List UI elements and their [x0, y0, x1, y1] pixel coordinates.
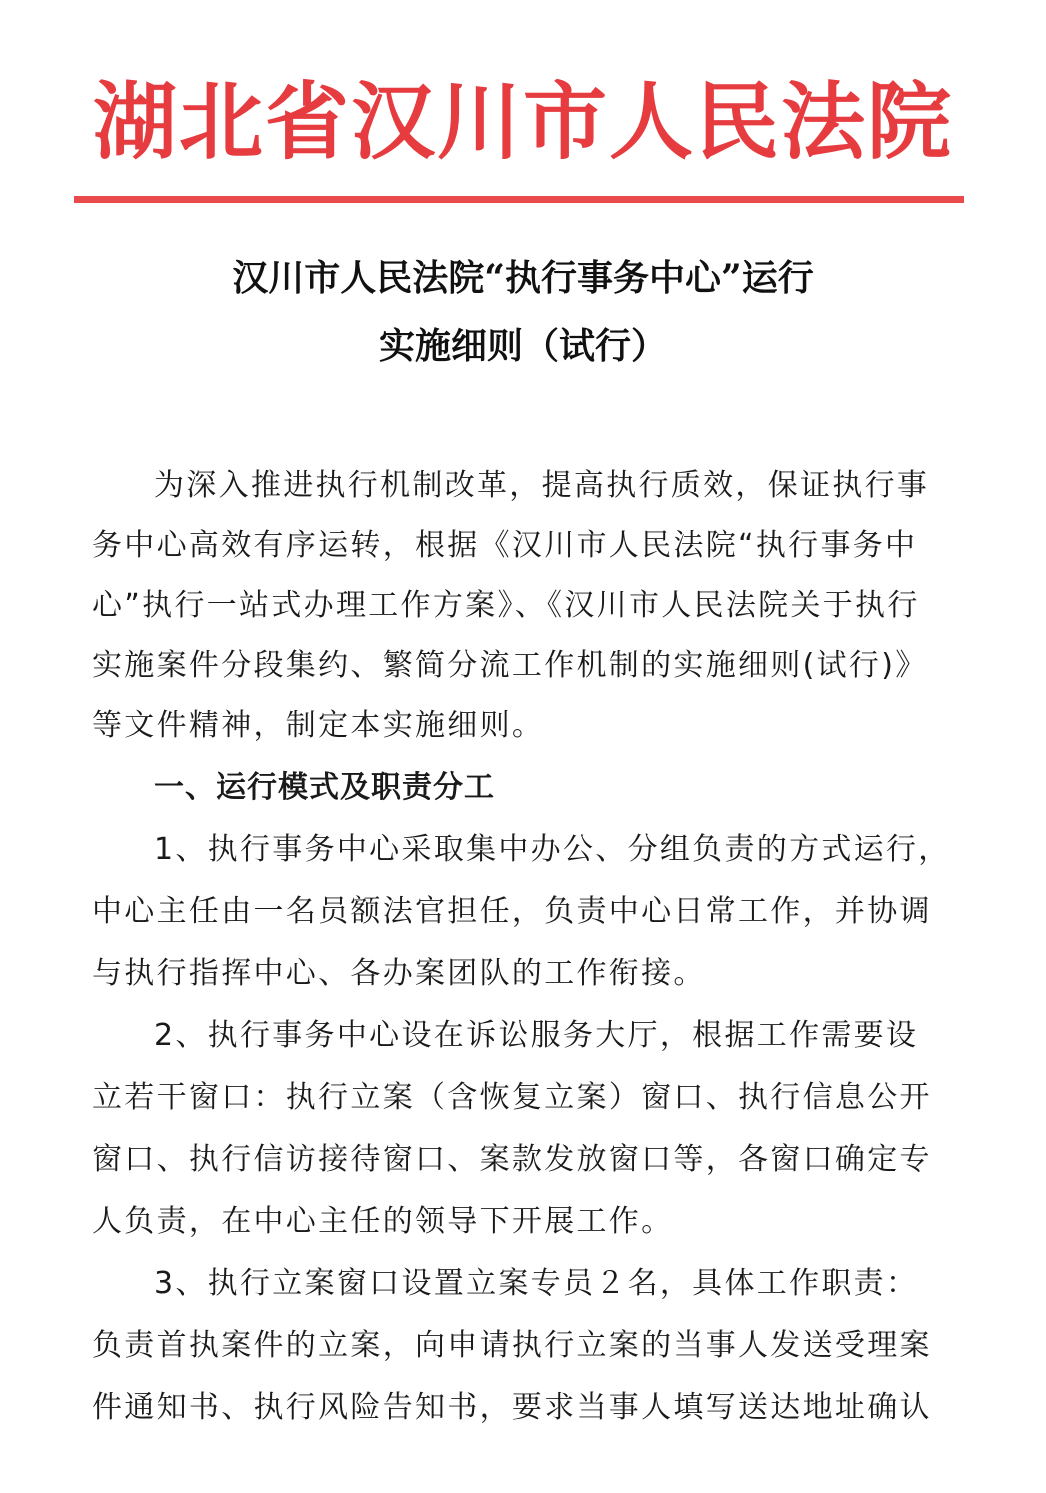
section-heading: 一、运行模式及职责分工	[154, 770, 495, 805]
body-line: 等文件精神，制定本实施细则。	[92, 708, 545, 743]
body-line: 3、执行立案窗口设置立案专员２名，具体工作职责：	[154, 1266, 919, 1301]
body-line: 1、执行事务中心采取集中办公、分组负责的方式运行，	[154, 832, 951, 867]
body-line: 中心主任由一名员额法官担任，负责中心日常工作，并协调	[92, 894, 932, 929]
body-line: 心”执行一站式办理工作方案》、《汉川市人民法院关于执行	[92, 588, 920, 623]
body-line: 窗口、执行信访接待窗口、案款发放窗口等，各窗口确定专	[92, 1142, 932, 1177]
body-line: 务中心高效有序运转，根据《汉川市人民法院“执行事务中	[92, 528, 918, 563]
body-line: 立若干窗口：执行立案（含恢复立案）窗口、执行信息公开	[92, 1080, 932, 1115]
body-line: 负责首执案件的立案，向申请执行立案的当事人发送受理案	[92, 1328, 932, 1363]
document-title-line-2: 实施细则（试行）	[378, 325, 667, 367]
body-line: 实施案件分段集约、繁简分流工作机制的实施细则(试行)》	[92, 648, 928, 683]
body-line: 为深入推进执行机制改革，提高执行质效，保证执行事	[154, 468, 930, 503]
body-line: 2、执行事务中心设在诉讼服务大厅，根据工作需要设	[154, 1018, 919, 1053]
masthead-red-rule	[74, 196, 964, 203]
body-line: 人负责，在中心主任的领导下开展工作。	[92, 1204, 674, 1239]
body-line: 与执行指挥中心、各办案团队的工作衔接。	[92, 956, 706, 991]
body-line: 件通知书、执行风险告知书，要求当事人填写送达地址确认	[92, 1390, 932, 1425]
document-title-line-1: 汉川市人民法院“执行事务中心”运行	[232, 257, 814, 299]
masthead-org-name: 湖北省汉川市人民法院	[92, 73, 953, 171]
